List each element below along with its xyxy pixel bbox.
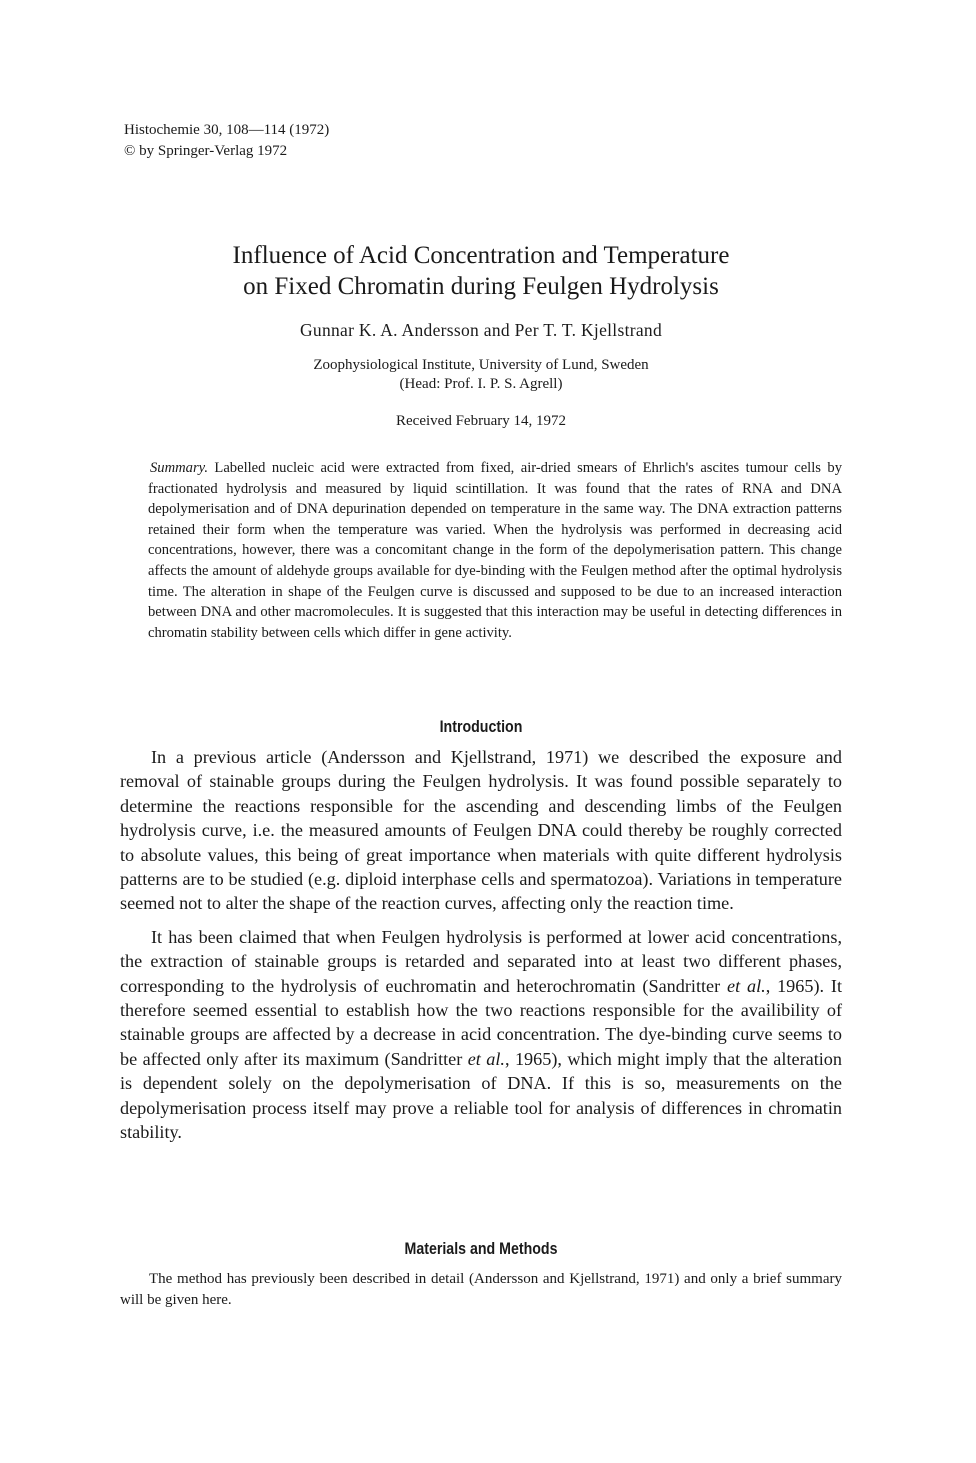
- affiliation-institute: Zoophysiological Institute, University of Lund, Sweden: [313, 357, 649, 373]
- journal-header: [124, 120, 329, 162]
- introduction-body: [120, 745, 842, 1154]
- paragraph-2-text-c: , 1965), which might imply that the alteration is dependent solely on the depolymerisation of DNA. If this is so, measurements on the depolymerisation process itself may prove a reliable tool for analysis of differences in chromatin stability.: [120, 1048, 842, 1143]
- paragraph-2-text-b: , 1965). It therefore seemed essential to establish how the two reactions responsible for the availibility of stainable groups are affected by a decrease in acid concentration. The dye-binding curve seems to be affected only after its maximum (Sandritter: [120, 975, 842, 1069]
- introduction-paragraph-1: In a previous article (Andersson and Kjellstrand, 1971) we described the exposure and removal of stainable groups during the Feulgen hydrolysis. It was found possible separately to determine the reactions responsible for the ascending and descending limbs of the Feulgen hydrolysis curve, i.e. the measured amounts of Feulgen DNA could thereby be roughly corrected to absolute values, this being of great importance when materials with quite different hydrolysis patterns are to be studied (e.g. diploid interphase cells and spermatozoa). Variations in temperature seemed not to alter the shape of the reaction curves, affecting only the reaction time.: [120, 747, 842, 914]
- article-title: [120, 240, 842, 302]
- paragraph-2-text-a: It has been claimed that when Feulgen hydrolysis is performed at lower acid concentrations, the extraction of stainable groups is retarded and separated into at least two different phases, corresponding to the hydrolysis of euchromatin and heterochromatin (Sandritter: [120, 926, 842, 996]
- affiliation: [120, 356, 842, 394]
- et-al-italic: et al.: [727, 975, 766, 996]
- introduction-paragraph-2: [120, 925, 842, 1145]
- journal-citation: Histochemie 30, 108—114 (1972): [124, 122, 330, 138]
- abstract: [148, 458, 842, 643]
- section-heading-introduction: Introduction: [439, 718, 523, 736]
- authors: Gunnar K. A. Andersson and Per T. T. Kjellstrand: [299, 320, 663, 340]
- section-heading-methods: Materials and Methods: [404, 1240, 558, 1258]
- methods-paragraph: The method has previously been described in detail (Andersson and Kjellstrand, 1971) and only a brief summary will be given here.: [120, 1271, 842, 1308]
- title-line-1: Influence of Acid Concentration and Temperature: [232, 242, 730, 269]
- abstract-text: Labelled nucleic acid were extracted from fixed, air-dried smears of Ehrlich's ascites tumour cells by fractionated hydrolysis and measured by liquid scintillation. It was found that the rates of RNA and DNA depolymerisation and of DNA depurination depended on temperature in the same way. The DNA extraction patterns retained their form when the temperature was varied. When the hydrolysis was performed in decreasing acid concentrations, however, there was a concomitant change in the form of the depolymerisation pattern. This change affects the amount of aldehyde groups available for dye-binding with the Feulgen method after the optimal hydrolysis time. The alteration in shape of the Feulgen curve is discussed and supposed to be due to an increased interaction between DNA and other macromolecules. It is suggested that this interaction may be useful in detecting differences in chromatin stability between cells which differ in gene activity.: [148, 460, 842, 641]
- affiliation-head: (Head: Prof. I. P. S. Agrell): [399, 376, 563, 392]
- copyright-notice: © by Springer-Verlag 1972: [124, 143, 288, 159]
- et-al-italic: et al.: [467, 1048, 505, 1069]
- abstract-label: Summary.: [150, 460, 208, 476]
- received-date: Received February 14, 1972: [396, 413, 566, 429]
- title-line-2: on Fixed Chromatin during Feulgen Hydrolysis: [243, 273, 719, 300]
